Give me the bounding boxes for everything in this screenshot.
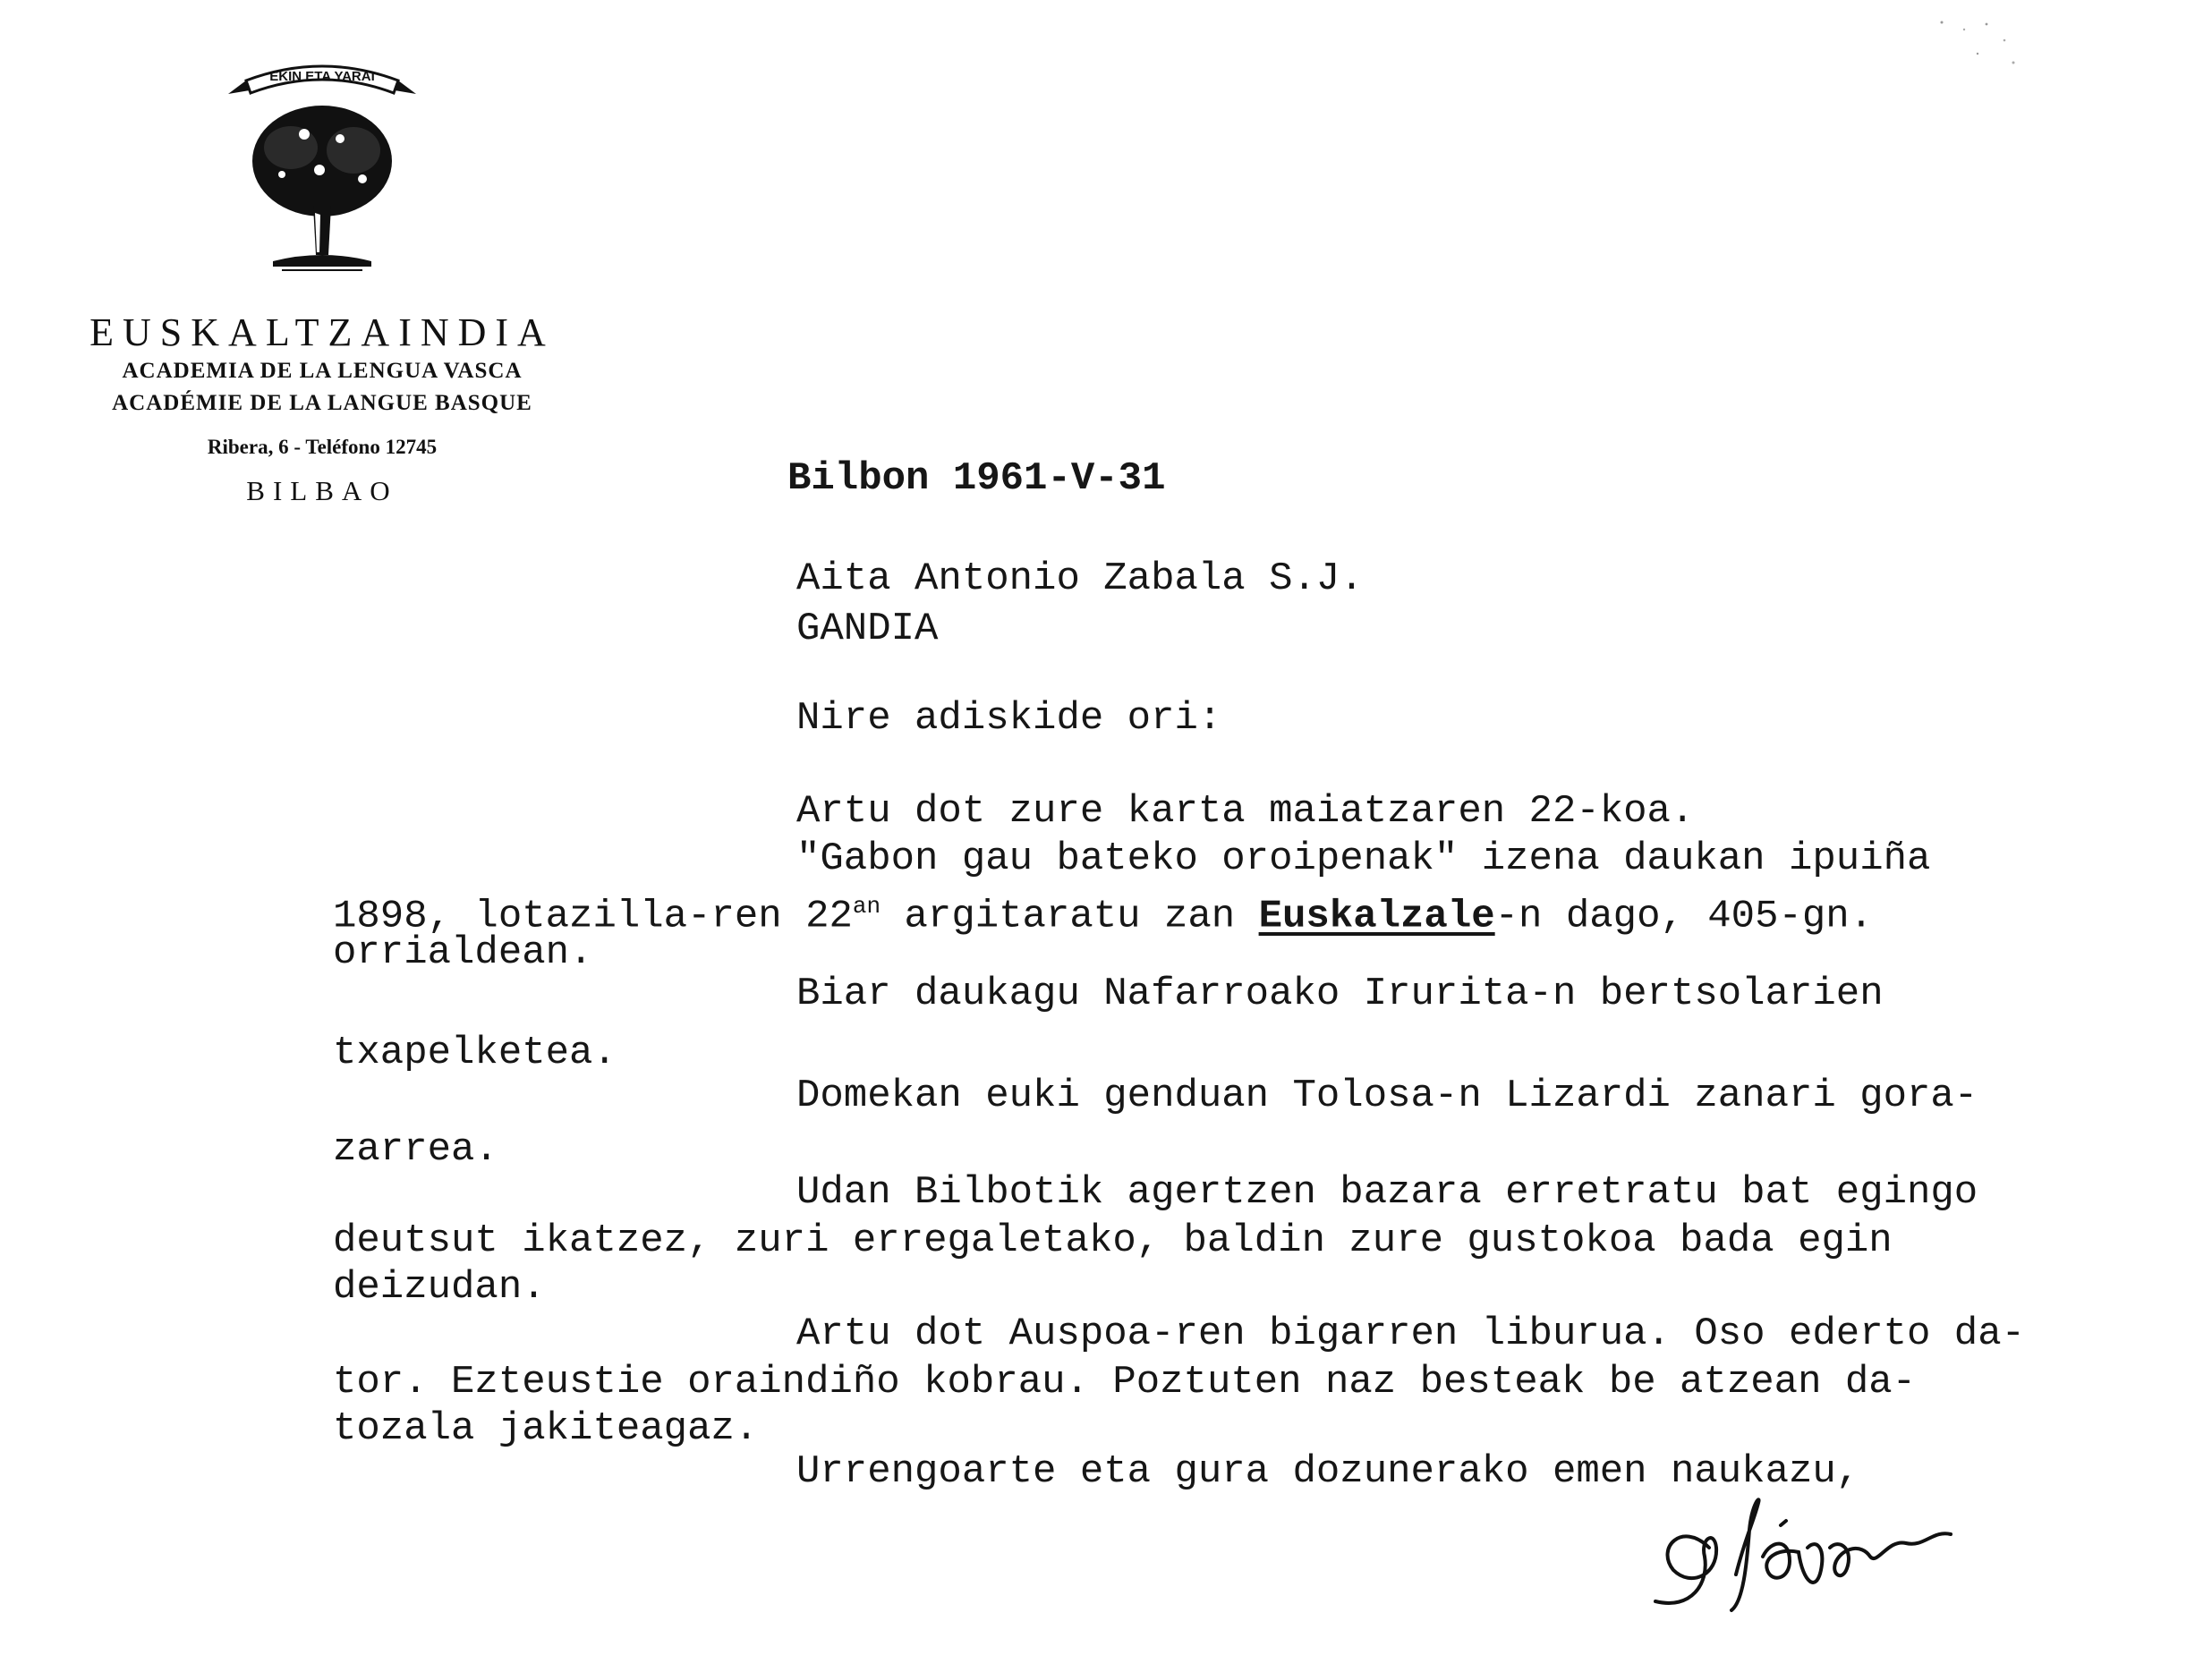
paragraph-2-line-2-b: argitaratu zan: [881, 894, 1259, 939]
org-city: BILBAO: [246, 475, 398, 506]
tree-logo-icon: [219, 54, 425, 277]
date-suffix: an: [852, 893, 881, 920]
paragraph-6-line-1: Artu dot Auspoa-ren bigarren liburua. Oso ederto da-: [796, 1311, 2026, 1356]
publication-title: Euskalzale: [1258, 894, 1495, 939]
paragraph-3-line-1: Biar daukagu Nafarroako Irurita-n bertsolarien: [796, 972, 1884, 1016]
logo-motto: EKIN ETA YARAI: [269, 69, 375, 84]
paragraph-2-line-2-a: 1898, lotazilla-ren 22: [333, 894, 853, 939]
paragraph-2-line-2-c: -n dago, 405-gn.: [1494, 894, 1874, 939]
paragraph-4-line-1: Domekan euki genduan Tolosa-n Lizardi zanari gora-: [796, 1074, 1978, 1118]
recipient-name: Aita Antonio Zabala S.J.: [796, 556, 1364, 601]
paragraph-5-line-1: Udan Bilbotik agertzen bazara erretratu bat egingo: [796, 1170, 1978, 1215]
recipient-city: GANDIA: [796, 607, 939, 651]
letter-date: Bilbon 1961-V-31: [787, 456, 1166, 501]
paragraph-4-line-2: zarrea.: [333, 1127, 498, 1172]
paragraph-2-line-1: "Gabon gau bateko oroipenak" izena daukan ipuiña: [796, 836, 1931, 881]
paragraph-6-line-3: tozala jakiteagaz.: [333, 1406, 759, 1451]
paragraph-1: Artu dot zure karta maiatzaren 22-koa.: [796, 789, 1695, 834]
paragraph-5-line-2: deutsut ikatzez, zuri erregaletako, baldin zure gustokoa bada egin: [333, 1218, 1893, 1263]
org-line-spanish: ACADEMIA DE LA LENGUA VASCA: [122, 359, 523, 383]
paragraph-3-line-2: txapelketea.: [333, 1031, 617, 1075]
org-line-french: ACADÉMIE DE LA LANGUE BASQUE: [112, 391, 532, 415]
org-name: EUSKALTZAINDIA: [89, 310, 555, 354]
letterhead: [63, 54, 582, 507]
signature-icon: [1646, 1485, 1987, 1619]
paragraph-5-line-3: deizudan.: [333, 1265, 546, 1310]
scan-specks-icon: [1924, 13, 2031, 76]
org-address: Ribera, 6 - Teléfono 12745: [207, 436, 438, 458]
salutation: Nire adiskide ori:: [796, 696, 1222, 741]
closing-line: Urrengoarte eta gura dozunerako emen naukazu,: [796, 1449, 1860, 1494]
paragraph-2-line-3: orrialdean.: [333, 930, 593, 975]
paragraph-6-line-2: tor. Ezteustie oraindiño kobrau. Poztuten naz besteak be atzean da-: [333, 1360, 1917, 1405]
